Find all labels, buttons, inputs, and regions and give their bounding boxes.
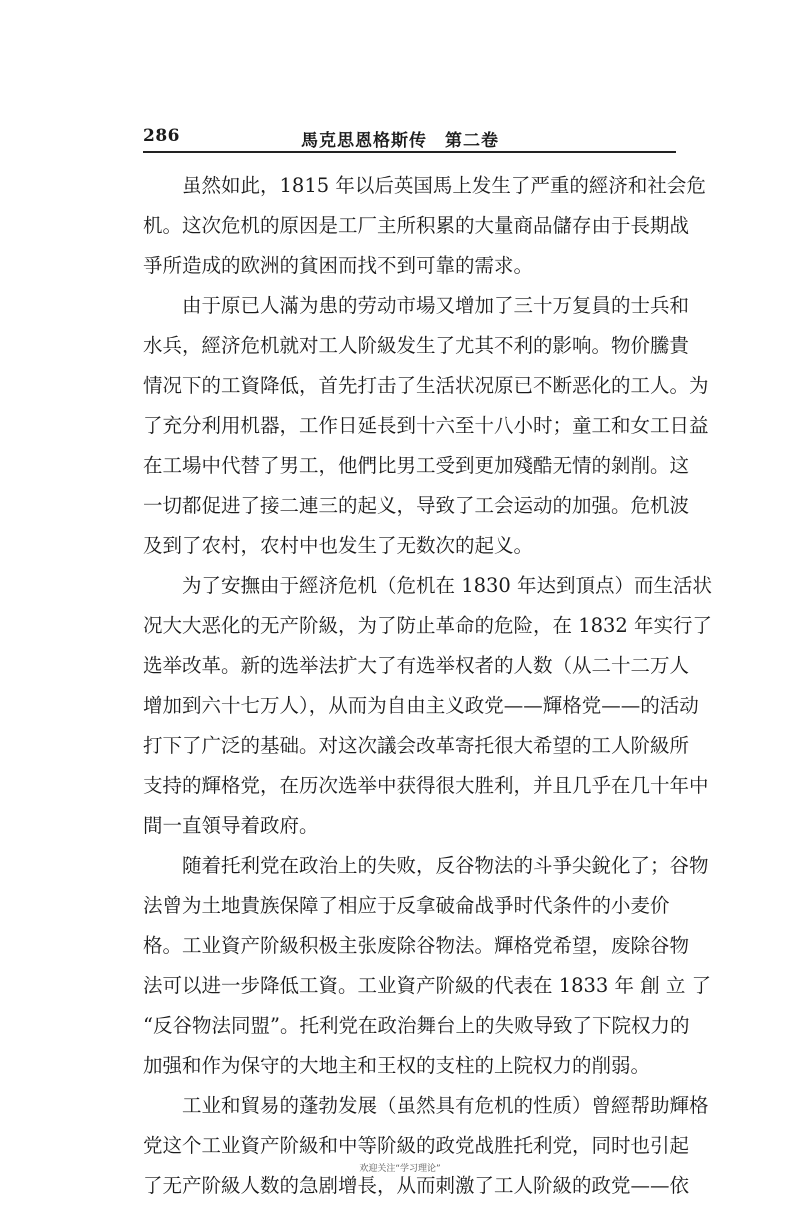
text-line: 增加到六十七万人），从而为自由主义政党——輝格党——的活动: [143, 694, 699, 717]
running-head-title: 馬克思恩格斯传 第二卷: [301, 131, 499, 151]
text-line: 支持的輝格党，在历次选举中获得很大胜利，并且几乎在几十年中: [143, 774, 709, 797]
paragraph-2: [143, 286, 709, 566]
text-line: 随着托利党在政治上的失败，反谷物法的斗爭尖銳化了；谷物: [182, 854, 709, 877]
text-line: 了无产阶級人数的急剧增長，从而刺激了工人阶級的政党——依: [143, 1174, 690, 1197]
text-line: 党这个工业資产阶級和中等阶級的政党战胜托利党，同时也引起: [143, 1134, 690, 1157]
text-line: “反谷物法同盟”。托利党在政治舞台上的失败导致了下院权力的: [143, 1014, 690, 1037]
text-line: 打下了广泛的基础。对这次議会改革寄托很大希望的工人阶級所: [143, 734, 690, 757]
paragraph-4: [143, 846, 712, 1086]
text-line: 法曾为土地貴族保障了相应于反拿破侖战爭时代条件的小麦价: [143, 894, 670, 917]
text-line: 一切都促进了接二連三的起义，导致了工会运动的加强。危机波: [143, 494, 690, 517]
text-line: 爭所造成的欧洲的貧困而找不到可靠的需求。: [143, 254, 534, 277]
footer-watermark-note: 欢迎关注“学习理论”: [359, 1164, 441, 1174]
paragraph-3: [143, 566, 713, 846]
paragraph-5: [143, 1086, 709, 1206]
page-number: 286: [143, 126, 180, 146]
text-line: 間一直領导着政府。: [143, 814, 319, 837]
text-line: 在工場中代替了男工，他們比男工受到更加殘酷无情的剝削。这: [143, 454, 690, 477]
body-text: [143, 166, 713, 1206]
text-line: 工业和貿易的蓬勃发展（虽然具有危机的性质）曾經帮助輝格: [182, 1094, 709, 1117]
text-line: 加强和作为保守的大地主和王权的支柱的上院权力的削弱。: [143, 1054, 651, 1077]
text-line: 了充分利用机器，工作日延長到十六至十八小时；童工和女工日益: [143, 414, 709, 437]
text-line: 及到了农村，农村中也发生了无数次的起义。: [143, 534, 534, 557]
text-line: 法可以进一步降低工資。工业資产阶級的代表在 1833 年 創 立 了: [143, 974, 712, 997]
text-line: 选举改革。新的选举法扩大了有选举权者的人数（从二十二万人: [143, 654, 690, 677]
text-line: 情况下的工資降低，首先打击了生活状况原已不断恶化的工人。为: [143, 374, 709, 397]
text-line: 格。工业資产阶級积极主张废除谷物法。輝格党希望，废除谷物: [143, 934, 690, 957]
header-rule: [143, 151, 676, 153]
text-line: 水兵，經济危机就对工人阶級发生了尤其不利的影响。物价騰貴: [143, 334, 690, 357]
text-line: 机。这次危机的原因是工厂主所积累的大量商品儲存由于長期战: [143, 214, 690, 237]
text-line: 由于原已人滿为患的劳动市場又增加了三十万复員的士兵和: [182, 294, 690, 317]
text-line: 为了安撫由于經济危机（危机在 1830 年达到頂点）而生活状: [182, 574, 713, 597]
text-line: 况大大恶化的无产阶級，为了防止革命的危险，在 1832 年实行了: [143, 614, 713, 637]
paragraph-1: [143, 166, 706, 286]
text-line: 虽然如此，1815 年以后英国馬上发生了严重的經济和社会危: [182, 174, 706, 197]
